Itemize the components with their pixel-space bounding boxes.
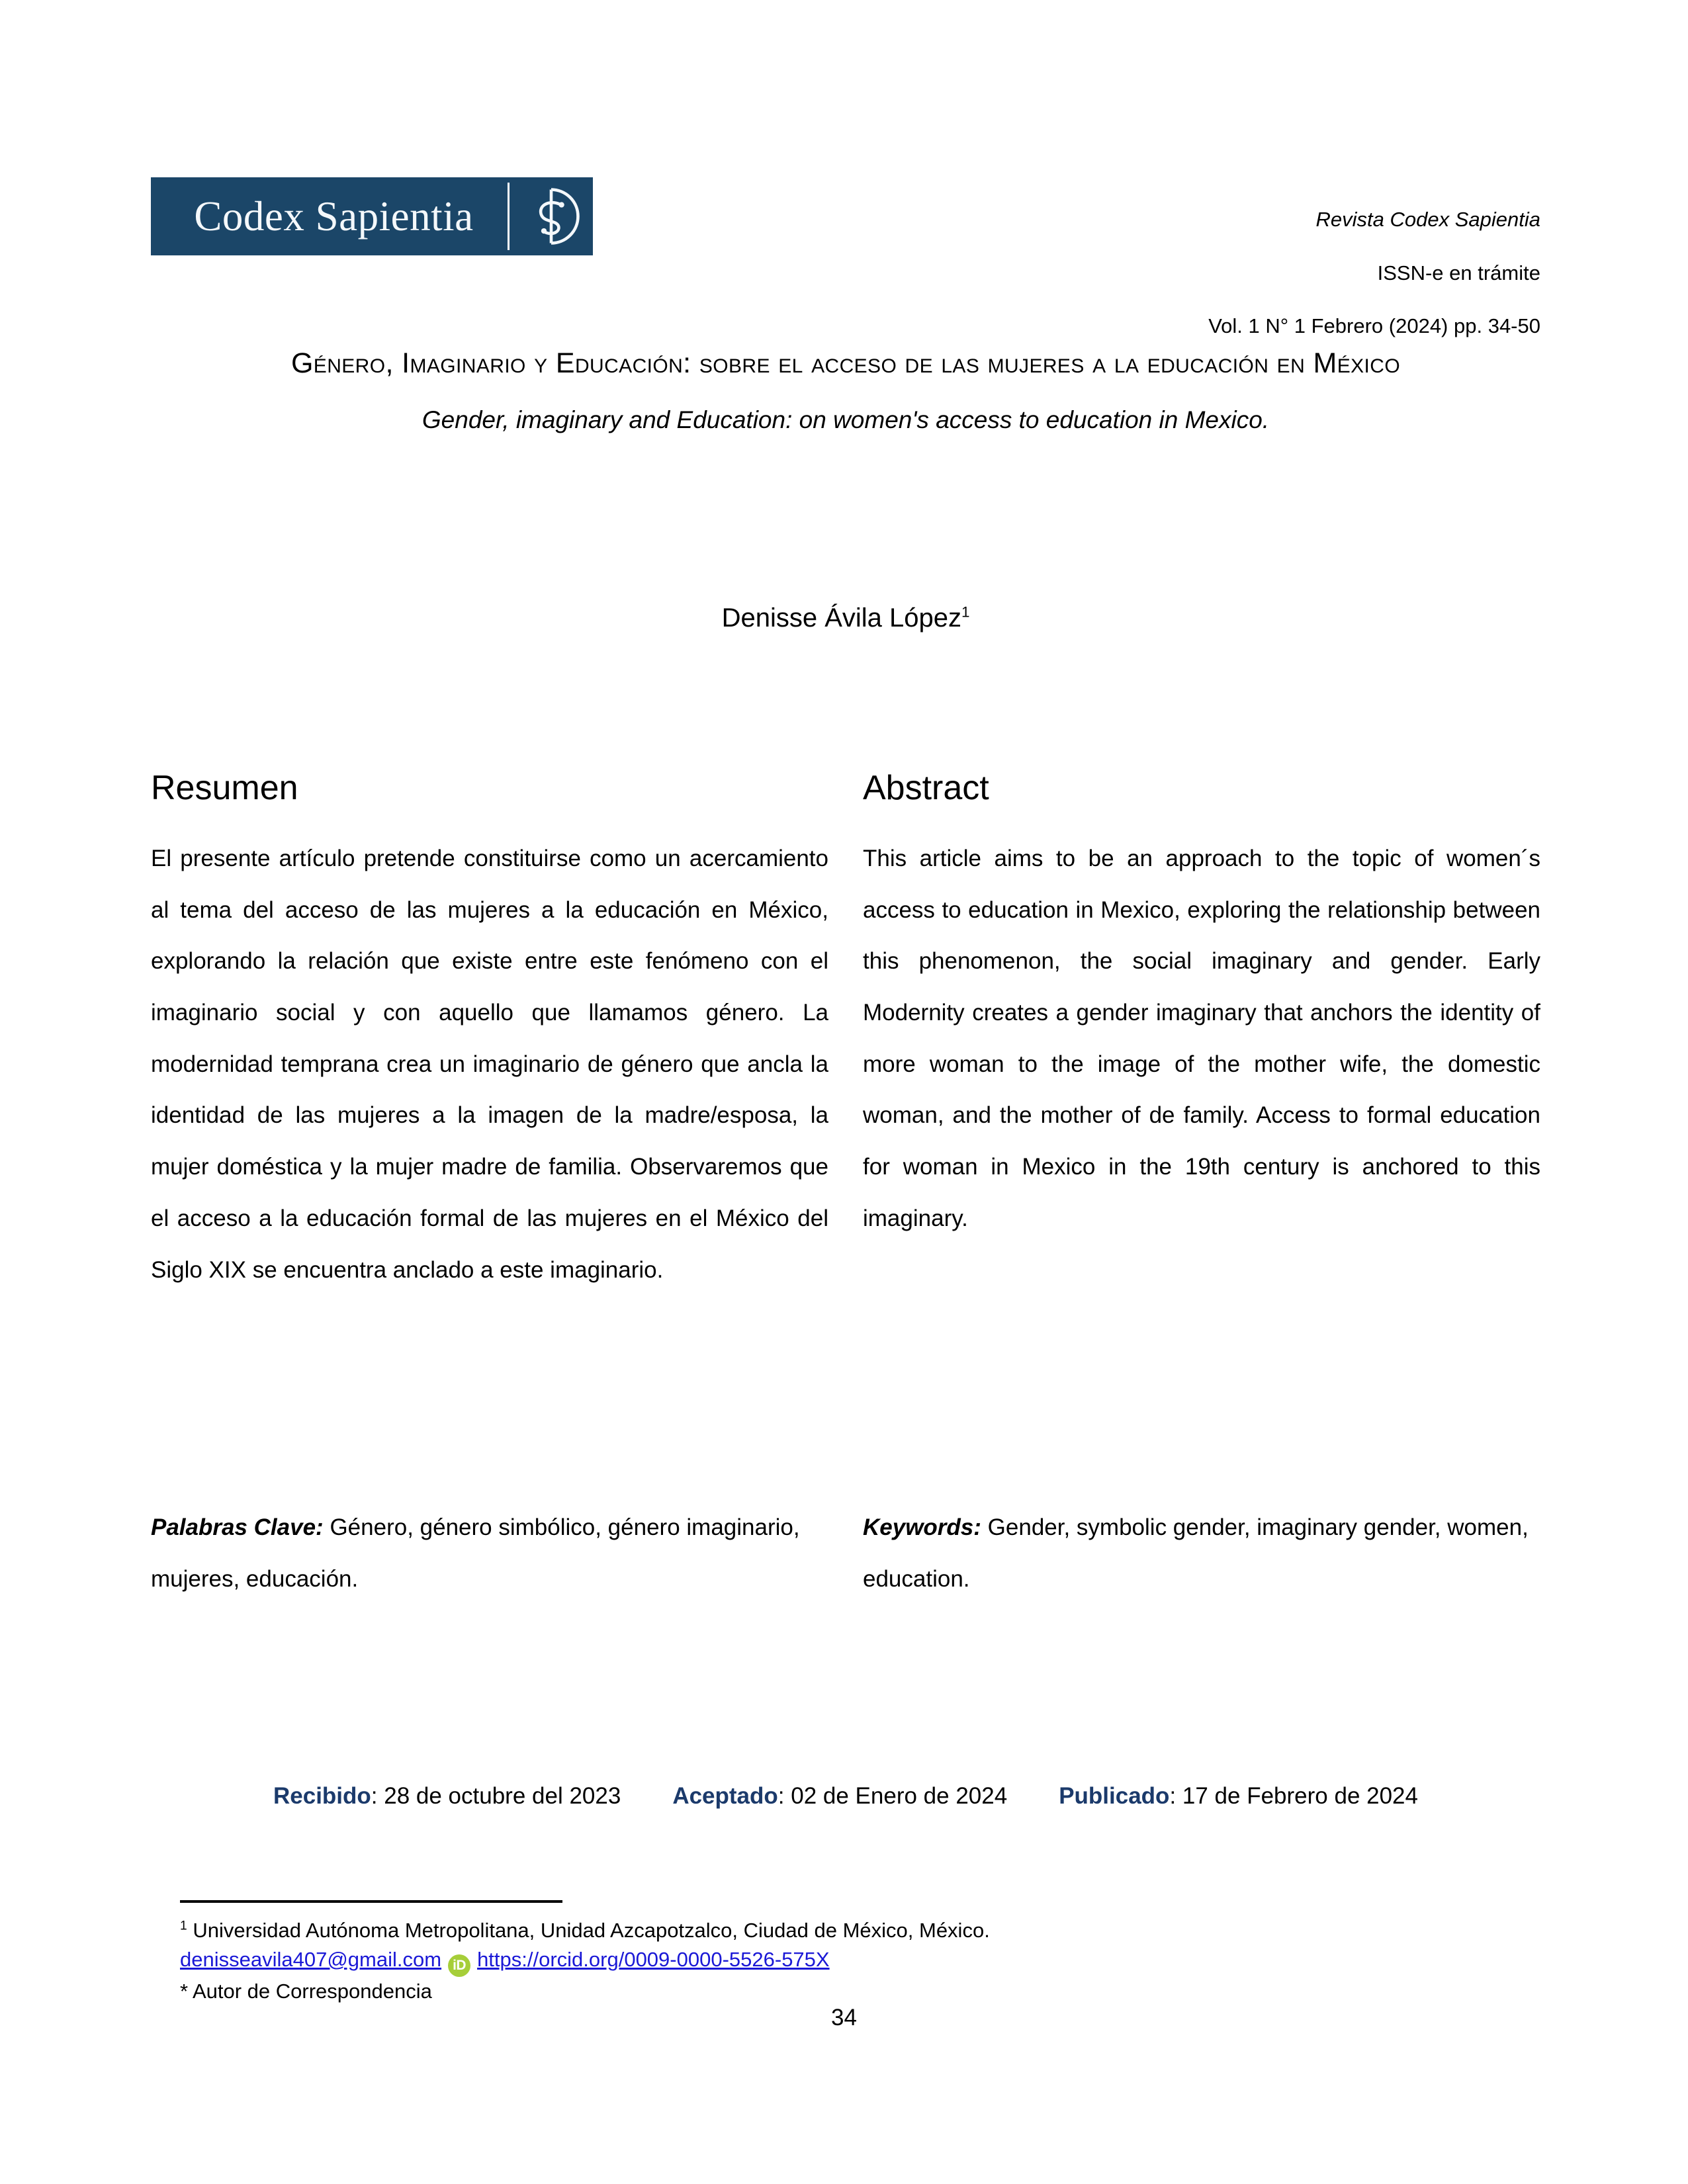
date-received xyxy=(273,1783,621,1810)
date-accepted-separator: : xyxy=(777,1783,791,1809)
abstract-english-heading: Abstract xyxy=(863,769,989,807)
article-title: Género, Imaginario y Educación: sobre el acceso de las mujeres a la educación en México xyxy=(290,347,1401,379)
date-published xyxy=(1059,1783,1418,1810)
date-received-value: 28 de octubre del 2023 xyxy=(384,1783,621,1809)
corresponding-author-note: * Autor de Correspondencia xyxy=(180,1980,432,2003)
author-email-link[interactable]: denisseavila407@gmail.com xyxy=(180,1948,442,1972)
orcid-id-icon[interactable]: iD xyxy=(448,1954,470,1977)
page-number: 34 xyxy=(831,2005,857,2031)
author-line xyxy=(151,603,1540,633)
keywords-english-value: Gender, symbolic gender, imaginary gender, women, education. xyxy=(863,1514,1529,1592)
journal-issn: ISSN-e en trámite xyxy=(1377,261,1540,284)
codex-sapientia-emblem-icon xyxy=(510,177,593,255)
date-accepted xyxy=(672,1783,1007,1810)
journal-title: Revista Codex Sapientia xyxy=(1315,208,1540,232)
author-name: Denisse Ávila López xyxy=(721,603,961,633)
abstract-columns xyxy=(151,771,1540,1295)
keywords-english-label: Keywords: xyxy=(863,1514,981,1540)
footnote-block xyxy=(180,1916,1503,2006)
footnote-affiliation-line xyxy=(180,1916,1503,1945)
date-published-label: Publicado xyxy=(1059,1783,1170,1809)
footnote-separator-rule xyxy=(180,1900,562,1903)
footnote-contact-line xyxy=(180,1945,1503,1977)
author-orcid-link[interactable]: https://orcid.org/0009-0000-5526-575X xyxy=(477,1948,830,1972)
article-subtitle: Gender, imaginary and Education: on women's access to education in Mexico. xyxy=(422,406,1270,433)
abstract-spanish xyxy=(151,771,828,1295)
masthead xyxy=(151,177,1540,367)
journal-logo[interactable] xyxy=(151,177,593,255)
date-received-separator: : xyxy=(371,1783,384,1809)
date-received-label: Recibido xyxy=(273,1783,371,1809)
journal-logo-wordmark: Codex Sapientia xyxy=(194,193,474,240)
abstract-english-body: This article aims to be an approach to the topic of women´s access to education in Mexico, exploring the relationship between this phenomenon, the social imaginary and gender. Early Modernity creates a gender imaginary that anchors the identity of more woman to the image of the mother wife, the domestic woman, and the mother of de family. Access to formal education for woman in Mexico in the 19th century is anchored to this imaginary. xyxy=(863,846,1540,1231)
abstract-spanish-heading: Resumen xyxy=(151,769,298,807)
keywords-spanish-value: Género, género simbólico, género imaginario, mujeres, educación. xyxy=(151,1514,800,1592)
date-published-separator: : xyxy=(1169,1783,1182,1809)
author-footnote-marker[interactable]: 1 xyxy=(961,603,970,621)
publication-dates xyxy=(151,1783,1540,1810)
abstract-english xyxy=(863,771,1540,1295)
footnote-affiliation: Universidad Autónoma Metropolitana, Unidad Azcapotzalco, Ciudad de México, México. xyxy=(193,1919,990,1942)
journal-volume-line: Vol. 1 N° 1 Febrero (2024) pp. 34-50 xyxy=(1208,314,1540,338)
keywords-english xyxy=(863,1502,1540,1604)
keywords-spanish xyxy=(151,1502,828,1604)
date-published-value: 17 de Febrero de 2024 xyxy=(1182,1783,1418,1809)
date-accepted-label: Aceptado xyxy=(672,1783,778,1809)
keywords-spanish-label: Palabras Clave: xyxy=(151,1514,324,1540)
date-accepted-value: 02 de Enero de 2024 xyxy=(791,1783,1008,1809)
journal-metadata xyxy=(1208,177,1540,367)
footnote-marker: 1 xyxy=(180,1919,187,1933)
title-block xyxy=(151,341,1540,437)
abstract-spanish-body: El presente artículo pretende constituirse como un acercamiento al tema del acceso de las mujeres a la educación en México, explorando la relación que existe entre este fenómeno con el imaginario social y con aquello que llamamos género. La modernidad temprana crea un imaginario de género que ancla la identidad de las mujeres a la imagen de la madre/esposa, la mujer doméstica y la mujer madre de familia. Observaremos que el acceso a la educación formal de las mujeres en el México del Siglo XIX se encuentra anclado a este imaginario. xyxy=(151,846,828,1283)
